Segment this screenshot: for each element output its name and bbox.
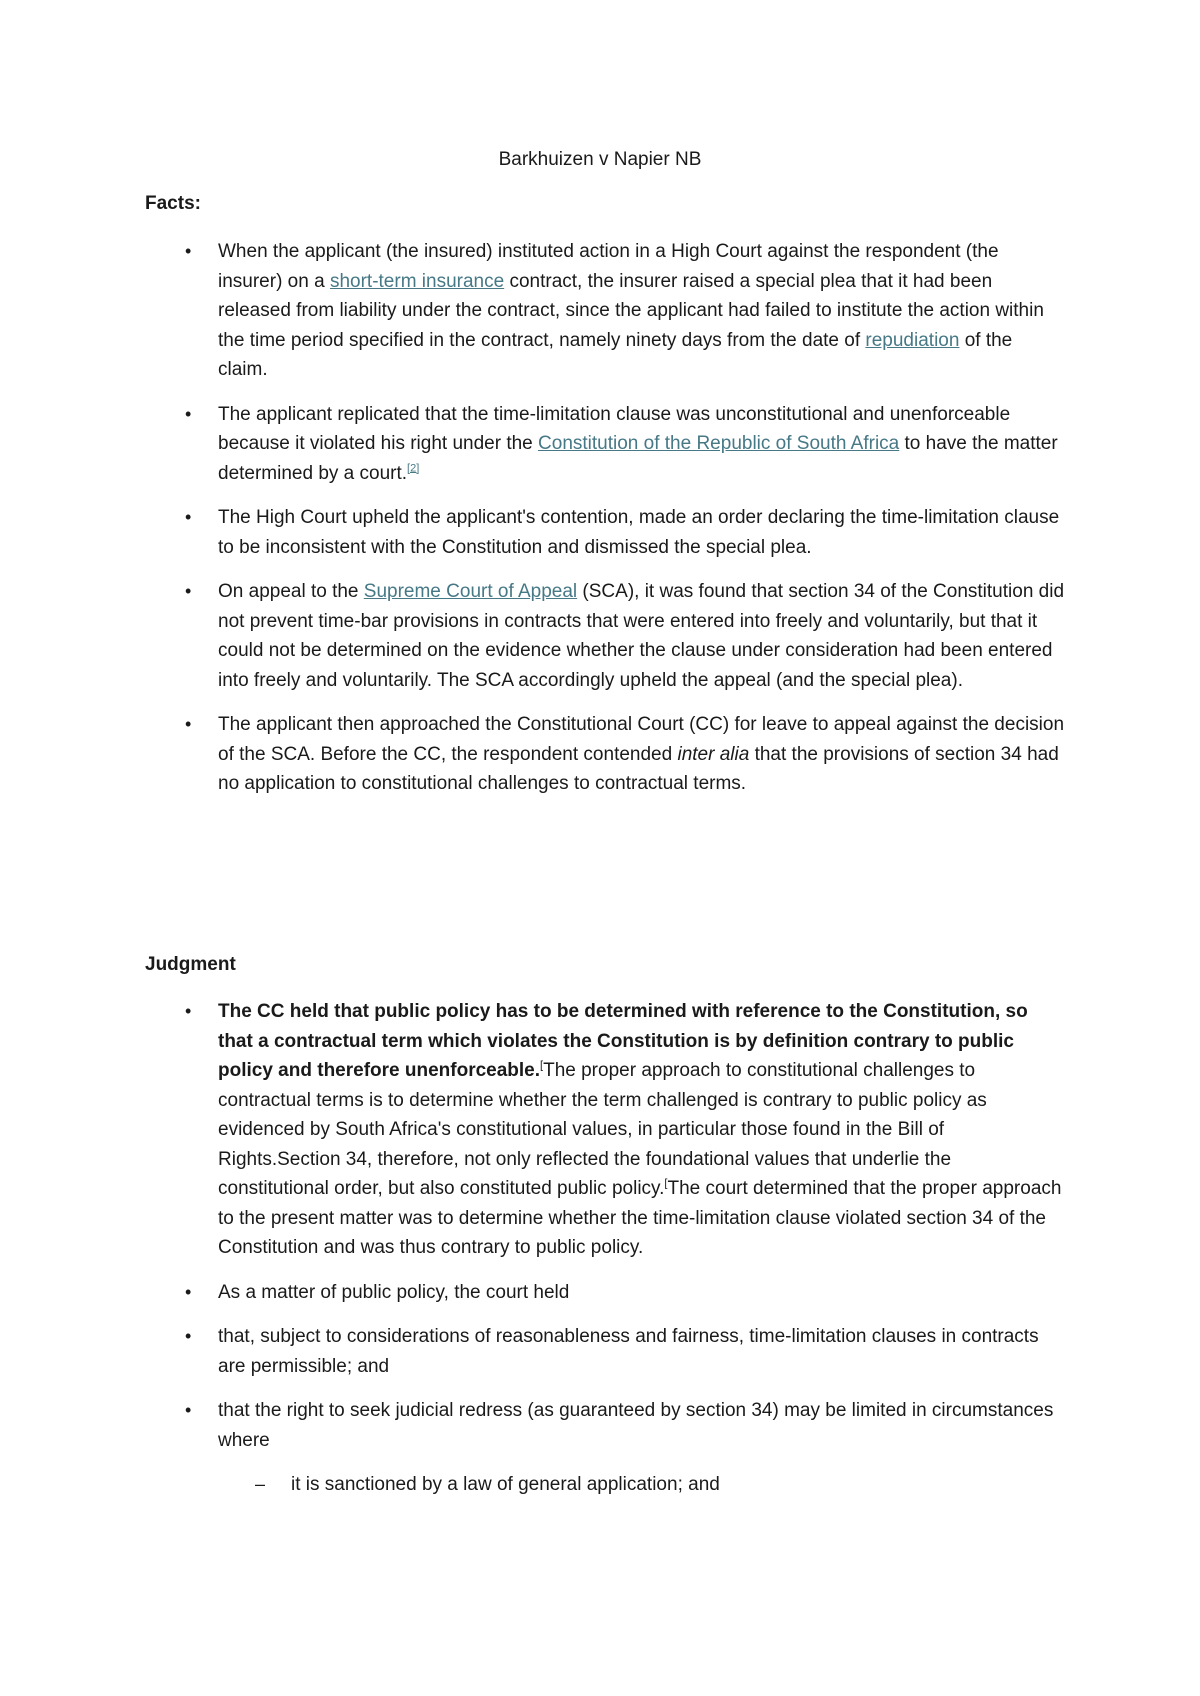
footnote-marker: [ [540, 1059, 544, 1072]
bullet-icon: • [185, 581, 192, 601]
document-title: Barkhuizen v Napier NB [498, 149, 702, 170]
item-italic-text: inter alia [677, 743, 750, 765]
link-repudiation[interactable]: repudiation [865, 329, 960, 351]
footnote-link[interactable]: [2] [407, 462, 420, 475]
bullet-icon: • [185, 1001, 192, 1021]
item-text: of the claim. [218, 329, 1013, 380]
item-text: The High Court upheld the applicant's contention, made an order declaring the time-limitation clause to be inconsistent with the Constitution and dismissed the special plea. [218, 507, 1060, 558]
link-constitution[interactable]: Constitution of the Republic of South Africa [538, 433, 900, 454]
item-text: As a matter of public policy, the court held [218, 1281, 570, 1303]
list-item [145, 1396, 1065, 1455]
list-item [145, 400, 1065, 489]
list-item [145, 577, 1065, 695]
list-item [145, 710, 1065, 799]
list-item [145, 1322, 1065, 1381]
bullet-icon: • [185, 714, 192, 734]
item-text: The proper approach to constitutional challenges to contractual terms is to determine whether the term challenged is contrary to public policy as evidenced by South Africa's constitutional values, in particular those found in the Bill of Rights.Section 34, therefore, not only reflected the foundational values that underlie the constitutional order, but also constituted public policy. [218, 1060, 987, 1199]
item-text: it is sanctioned by a law of general application; and [291, 1474, 720, 1495]
item-text: contract, the insurer raised a special plea that it had been released from liability under the contract, since the applicant had failed to institute the action within the time period specified in the contract, namely ninety days from the date of [218, 270, 1044, 351]
sub-list-item [145, 1470, 1065, 1500]
item-text: On appeal to the [218, 581, 364, 602]
item-text: that the provisions of section 34 had no application to constitutional challenges to contractual terms. [218, 743, 1059, 794]
item-text: to have the matter determined by a court. [218, 433, 1058, 484]
facts-list [145, 237, 1065, 814]
dash-icon: – [255, 1474, 266, 1494]
item-text: that the right to seek judicial redress (as guaranteed by section 34) may be limited in circumstances where [218, 1400, 1054, 1451]
bullet-icon: • [185, 1281, 192, 1302]
list-item [145, 237, 1065, 385]
item-text: When the applicant (the insured) instituted action in a High Court against the respondent (the insurer) on a [218, 241, 999, 292]
bullet-icon: • [185, 1400, 192, 1420]
bullet-icon: • [185, 507, 192, 527]
list-item [145, 1278, 1065, 1308]
judgment-heading: Judgment [145, 954, 236, 975]
item-text: The applicant then approached the Constitutional Court (CC) for leave to appeal against the decision of the SCA. Before the CC, the respondent contended [218, 714, 1065, 765]
item-text: (SCA), it was found that section 34 of the Constitution did not prevent time-bar provisions in contracts that were entered into freely and voluntarily, but that it could not be determined on the evidence whether the clause under consideration had been entered into freely and voluntarily. The SCA accordingly upheld the appeal (and the special plea). [218, 581, 1065, 691]
item-bold-text: The CC held that public policy has to be determined with reference to the Constitution, so that a contractual term which violates the Constitution is by definition contrary to public policy and therefore unenforceable. [218, 1001, 1028, 1081]
item-text: The applicant replicated that the time-limitation clause was unconstitutional and unenforceable because it violated his right under the [218, 403, 1011, 454]
link-short-term-insurance[interactable]: short-term insurance [329, 270, 505, 292]
bullet-icon: • [185, 241, 192, 261]
link-supreme-court-of-appeal[interactable]: Supreme Court of Appeal [363, 581, 578, 602]
judgment-list [145, 997, 1065, 1515]
bullet-icon: • [185, 1326, 192, 1346]
item-text: that, subject to considerations of reasonableness and fairness, time-limitation clauses in contracts are permissible; and [218, 1326, 1039, 1377]
list-item [145, 997, 1065, 1263]
facts-heading: Facts: [145, 193, 201, 214]
item-text: The court determined that the proper approach to the present matter was to determine whether the time-limitation clause violated section 34 of the Constitution and was thus contrary to public policy. [218, 1178, 1062, 1258]
bullet-icon: • [185, 403, 192, 424]
list-item [145, 503, 1065, 562]
footnote-marker: [ [664, 1177, 668, 1190]
